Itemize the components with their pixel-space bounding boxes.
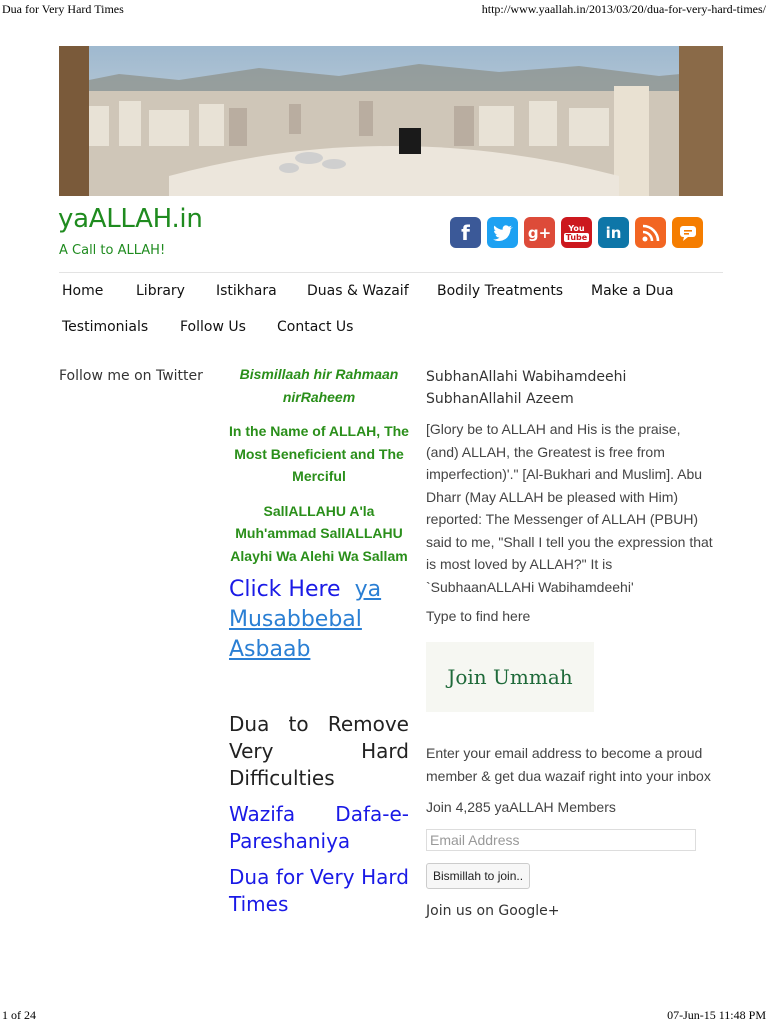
nav-row-1 <box>59 283 723 319</box>
print-page-number: 1 of 24 <box>2 1008 36 1022</box>
print-header <box>0 0 768 18</box>
bismillah-text: Bismillaah hir Rahmaan nirRaheem <box>239 366 399 405</box>
nav-item-home[interactable]: Home <box>62 283 104 299</box>
nav-item-duas-wazaif[interactable]: Duas & Wazaif <box>307 283 409 299</box>
print-datetime: 07-Jun-15 11:48 PM <box>667 1008 766 1022</box>
social-icons <box>450 217 703 248</box>
in-the-name-text: In the Name of ALLAH, The Most Beneficient and The Merciful <box>229 423 409 484</box>
main-navigation <box>59 283 723 355</box>
follow-twitter-heading: Follow me on Twitter <box>59 368 203 384</box>
click-here-link[interactable]: Click Here <box>229 577 341 602</box>
email-field[interactable]: Email Address <box>426 829 696 851</box>
nav-item-bodily-treatments[interactable]: Bodily Treatments <box>437 283 564 299</box>
rss-icon[interactable] <box>635 217 666 248</box>
nav-item-contact-us[interactable]: Contact Us <box>277 319 354 335</box>
nav-item-follow-us[interactable]: Follow Us <box>180 319 246 335</box>
site-logo-title[interactable]: yaALLAH.in <box>58 204 203 234</box>
salawat-text: SallALLAHU A'la Muh'ammad SallALLAHU Alayhi Wa Alehi Wa Sallam <box>230 502 408 564</box>
right-sidebar <box>426 366 716 919</box>
nav-item-testimonials[interactable]: Testimonials <box>62 319 149 335</box>
youtube-icon[interactable]: You Tube <box>561 217 592 248</box>
linkedin-icon[interactable]: in <box>598 217 629 248</box>
click-here-promo <box>229 575 409 665</box>
print-footer <box>0 1006 768 1024</box>
email-signup-intro: Enter your email address to become a proud member & get dua wazaif right into your inbox <box>426 745 711 784</box>
middle-column <box>229 363 409 918</box>
google-plus-icon[interactable]: g+ <box>524 217 555 248</box>
blogger-icon[interactable] <box>672 217 703 248</box>
join-button[interactable]: Bismillah to join.. <box>426 863 530 889</box>
facebook-icon[interactable]: f <box>450 217 481 248</box>
site-tagline: A Call to ALLAH! <box>59 243 166 258</box>
header-divider <box>59 272 723 273</box>
member-count: Join 4,285 yaALLAH Members <box>426 799 616 815</box>
tasbih-title: SubhanAllahi Wabihamdeehi SubhanAllahil Azeem <box>426 369 627 407</box>
join-ummah-banner[interactable]: Join Ummah <box>426 642 594 712</box>
musabbebal-asbaab-link[interactable]: ya Musabbebal Asbaab <box>229 577 382 662</box>
google-plus-heading: Join us on Google+ <box>426 903 560 919</box>
related-post-link[interactable]: Dua to Remove Very Hard Difficulties <box>229 712 409 790</box>
nav-row-2 <box>59 319 723 355</box>
header-banner-image <box>59 46 723 196</box>
twitter-icon[interactable] <box>487 217 518 248</box>
related-post-link[interactable]: Wazifa Dafa-e-Pareshaniya <box>229 802 409 853</box>
nav-item-library[interactable]: Library <box>136 283 185 299</box>
nav-item-make-a-dua[interactable]: Make a Dua <box>591 283 674 299</box>
search-prompt[interactable]: Type to find here <box>426 608 531 624</box>
print-page-title: Dua for Very Hard Times <box>2 2 124 16</box>
tasbih-text: [Glory be to ALLAH and His is the praise, (and) ALLAH, the Greatest is free from imperfection)'." [Al-Bukhari and Muslim]. Abu Dharr (May ALLAH be pleased with Him) reported: The Messenger of ALLAH (PBUH) said to me, "Shall I tell you the expression that is most loved by ALLAH?" It is `SubhaanALLAHi Wabihamdeehi' <box>426 421 713 595</box>
nav-item-istikhara[interactable]: Istikhara <box>216 283 277 299</box>
print-url: http://www.yaallah.in/2013/03/20/dua-for-very-hard-times/ <box>481 2 766 16</box>
related-post-link[interactable]: Dua for Very Hard Times <box>229 865 409 916</box>
